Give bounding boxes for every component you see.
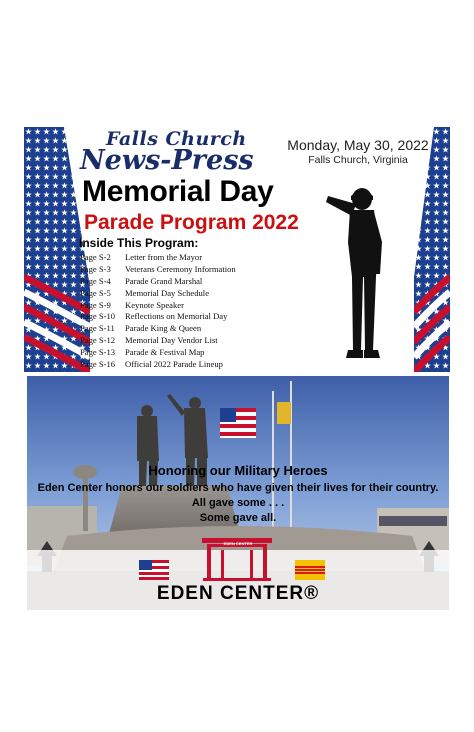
saluting-soldier-silhouette xyxy=(318,182,400,362)
toc-page: Page S-10 xyxy=(80,311,116,322)
toc-page: Page S-11 xyxy=(80,323,115,334)
toc-item: Parade & Festival Map xyxy=(125,347,205,358)
toc-page: Page S-4 xyxy=(80,275,111,286)
page-title: Memorial Day xyxy=(82,175,274,208)
eden-center-brand: EDEN CENTER® xyxy=(156,583,320,604)
toc-page: Page S-13 xyxy=(80,347,116,358)
toc-page: Page S-16 xyxy=(80,359,116,370)
toc-row xyxy=(80,311,236,323)
toc-page: Page S-12 xyxy=(80,335,116,346)
toc-page: Page S-5 xyxy=(80,287,111,298)
issue-date: Monday, May 30, 2022 xyxy=(287,137,429,153)
toc-page: Page S-3 xyxy=(80,263,111,274)
ad-tribute-line-2: All gave some . . . xyxy=(191,497,285,509)
toc-item: Parade Grand Marshal xyxy=(125,275,203,286)
toc-page: Page S-2 xyxy=(80,252,111,262)
toc-row xyxy=(80,276,236,288)
toc-item: Letter from the Mayor xyxy=(125,252,203,262)
ad-tribute-line-3: Some gave all. xyxy=(199,512,277,524)
toc-item: Memorial Day Vendor List xyxy=(125,335,218,346)
toc-row xyxy=(80,288,236,300)
toc-row xyxy=(80,252,236,264)
table-of-contents xyxy=(80,252,236,371)
ad-tribute-line: Eden Center honors our soldiers who have given their lives for their country. xyxy=(37,482,439,494)
toc-row xyxy=(80,323,236,335)
toc-page: Page S-9 xyxy=(80,299,111,310)
page-subtitle: Parade Program 2022 xyxy=(84,211,299,234)
toc-item: Official 2022 Parade Lineup xyxy=(125,359,223,370)
toc-row xyxy=(80,359,236,371)
toc-item: Veterans Ceremony Information xyxy=(125,263,236,274)
issue-city: Falls Church, Virginia xyxy=(308,154,408,166)
toc-row xyxy=(80,264,236,276)
toc-row xyxy=(80,300,236,312)
toc-heading: Inside This Program: xyxy=(79,236,199,250)
toc-item: Reflections on Memorial Day xyxy=(125,311,228,322)
masthead-bottom-line: News-Press xyxy=(80,145,254,176)
toc-item: Keynote Speaker xyxy=(125,299,184,310)
toc-item: Memorial Day Schedule xyxy=(125,287,210,298)
masthead-top-line: Falls Church xyxy=(106,128,247,150)
toc-row xyxy=(80,347,236,359)
toc-item: Parade King & Queen xyxy=(125,323,202,334)
gate-sign-label: EDEN CENTER xyxy=(223,541,253,546)
ad-heading: Honoring our Military Heroes xyxy=(148,463,328,478)
toc-row xyxy=(80,335,236,347)
